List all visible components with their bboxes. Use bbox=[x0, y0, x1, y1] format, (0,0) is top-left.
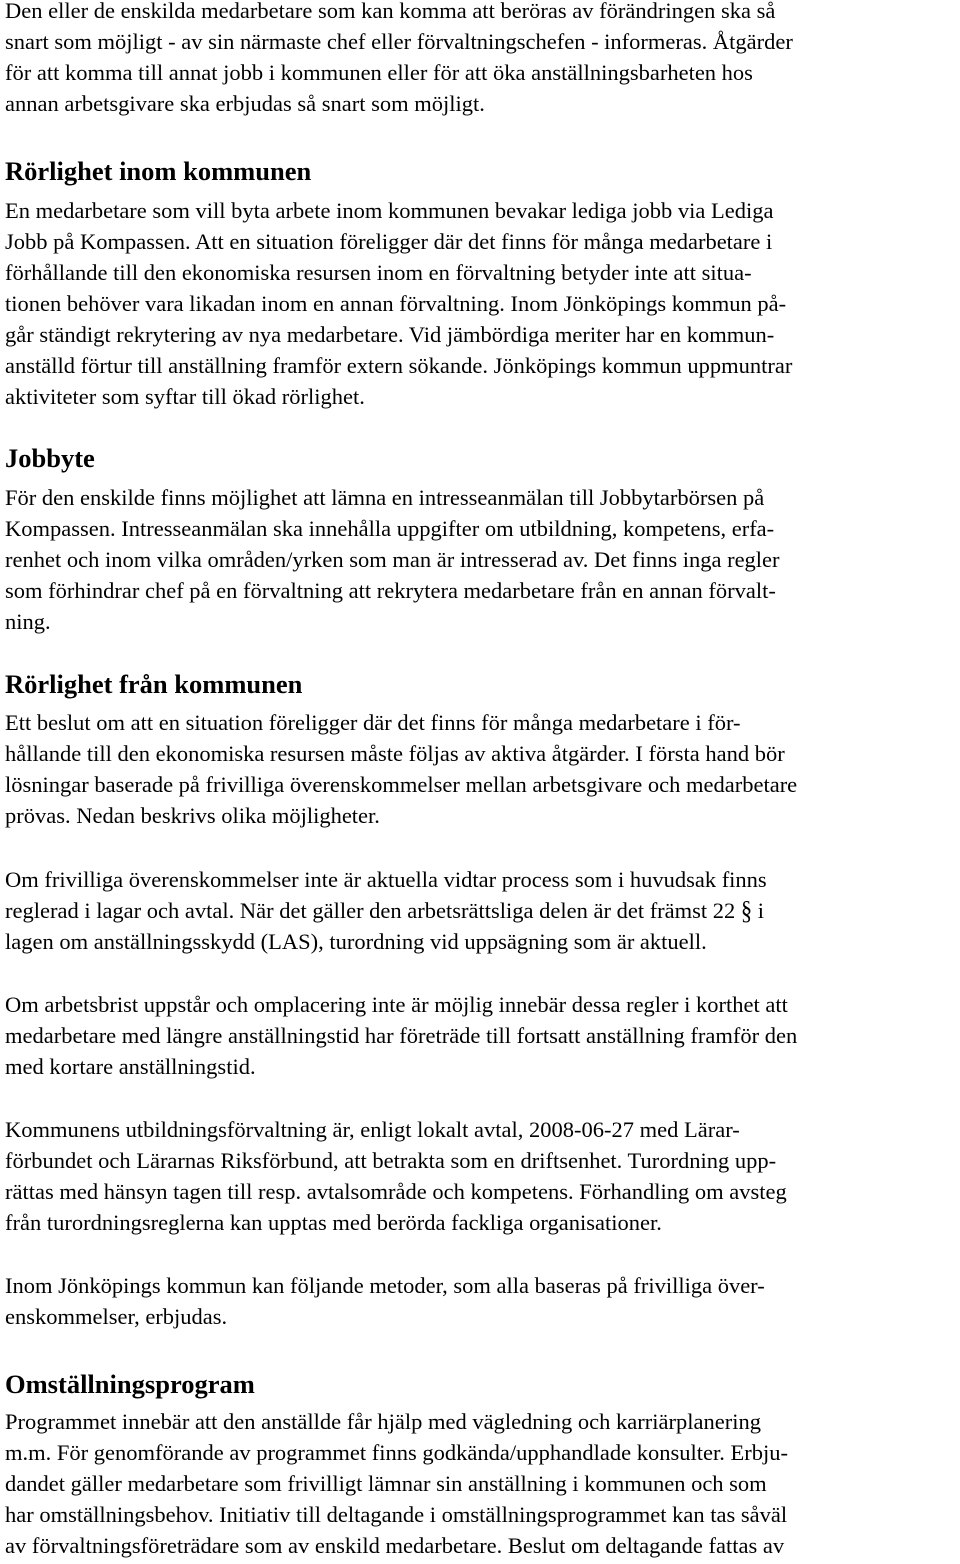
omstallning-line-2: m.m. För genomförande av programmet finns godkända/upphandlade konsulter. Erbju- bbox=[5, 1440, 788, 1465]
rorlighet-fran-p4-line-4: från turordningsreglerna kan upptas med berörda fackliga organisationer. bbox=[5, 1210, 662, 1235]
intro-line-4: annan arbetsgivare ska erbjudas så snart som möjligt. bbox=[5, 91, 485, 116]
rorlighet-fran-p4-line-1: Kommunens utbildningsförvaltning är, enligt lokalt avtal, 2008-06-27 med Lärar- bbox=[5, 1117, 740, 1142]
rorlighet-fran-p3-line-3: med kortare anställningstid. bbox=[5, 1054, 256, 1079]
rorlighet-fran-p4-line-3: rättas med hänsyn tagen till resp. avtalsområde och kompetens. Förhandling om avsteg bbox=[5, 1179, 787, 1204]
jobbyte-line-4: som förhindrar chef på en förvaltning att rekrytera medarbetare från en annan förvalt- bbox=[5, 578, 776, 603]
rorlighet-fran-p4-line-2: förbundet och Lärarnas Riksförbund, att betrakta som en driftsenhet. Turordning upp- bbox=[5, 1148, 777, 1173]
rorlighet-fran-p1-line-3: lösningar baserade på frivilliga överenskommelser mellan arbetsgivare och medarbetare bbox=[5, 772, 798, 797]
rorlighet-fran-p2-line-3: lagen om anställningsskydd (LAS), turordning vid uppsägning som är aktuell. bbox=[5, 929, 707, 954]
rorlighet-inom-line-1: En medarbetare som vill byta arbete inom kommunen bevakar lediga jobb via Lediga bbox=[5, 198, 774, 223]
rorlighet-fran-p2-line-2 bbox=[5, 896, 764, 926]
p2-line-2-text: reglerad i lagar och avtal. När det gäller den arbetsrättsliga delen är det främst 22 bbox=[5, 898, 736, 923]
heading-omstallningsprogram: Omställningsprogram bbox=[5, 1369, 255, 1399]
omstallning-line-3: dandet gäller medarbetare som frivilligt lämnar sin anställning i kommunen och som bbox=[5, 1471, 767, 1496]
omstallning-line-1: Programmet innebär att den anställde får hjälp med vägledning och karriärplanering bbox=[5, 1409, 761, 1434]
intro-line-3: för att komma till annat jobb i kommunen eller för att öka anställningsbarheten hos bbox=[5, 60, 753, 85]
rorlighet-fran-p5-line-1: Inom Jönköpings kommun kan följande metoder, som alla baseras på frivilliga över- bbox=[5, 1273, 765, 1298]
rorlighet-fran-p3-line-1: Om arbetsbrist uppstår och omplacering inte är möjlig innebär dessa regler i korthet att bbox=[5, 992, 788, 1017]
intro-line-1: Den eller de enskilda medarbetare som kan komma att beröras av förändringen ska så bbox=[5, 0, 776, 23]
p2-line-2-tail: i bbox=[757, 898, 765, 923]
rorlighet-inom-line-6: anställd förtur till anställning framför extern sökande. Jönköpings kommun uppmuntrar bbox=[5, 353, 793, 378]
rorlighet-inom-line-7: aktiviteter som syftar till ökad rörlighet. bbox=[5, 384, 365, 409]
rorlighet-fran-p5-line-2: enskommelser, erbjudas. bbox=[5, 1304, 228, 1329]
rorlighet-fran-p2-line-1: Om frivilliga överenskommelser inte är aktuella vidtar process som i huvudsak finns bbox=[5, 867, 767, 892]
section-symbol: § bbox=[740, 896, 753, 925]
rorlighet-inom-line-3: förhållande till den ekonomiska resursen inom en förvaltning betyder inte att situa- bbox=[5, 260, 752, 285]
heading-rorlighet-inom-kommunen: Rörlighet inom kommunen bbox=[5, 156, 312, 186]
jobbyte-line-1: För den enskilde finns möjlighet att lämna en intresseanmälan till Jobbytarbörsen på bbox=[5, 485, 765, 510]
jobbyte-line-5: ning. bbox=[5, 609, 51, 634]
rorlighet-fran-p1-line-2: hållande till den ekonomiska resursen måste följas av aktiva åtgärder. I första hand bör bbox=[5, 741, 785, 766]
rorlighet-fran-p3-line-2: medarbetare med längre anställningstid har företräde till fortsatt anställning framför den bbox=[5, 1023, 798, 1048]
omstallning-line-5: av förvaltningsföreträdare som av enskild medarbetare. Beslut om deltagande fattas av bbox=[5, 1533, 785, 1558]
rorlighet-fran-p1-line-4: prövas. Nedan beskrivs olika möjligheter. bbox=[5, 803, 380, 828]
heading-rorlighet-fran-kommunen: Rörlighet från kommunen bbox=[5, 669, 303, 699]
heading-jobbyte: Jobbyte bbox=[5, 443, 95, 473]
intro-line-2: snart som möjligt - av sin närmaste chef eller förvaltningschefen - informeras. Åtgärder bbox=[5, 29, 793, 54]
jobbyte-line-3: renhet och inom vilka områden/yrken som man är intresserad av. Det finns inga regler bbox=[5, 547, 780, 572]
jobbyte-line-2: Kompassen. Intresseanmälan ska innehålla uppgifter om utbildning, kompetens, erfa- bbox=[5, 516, 775, 541]
rorlighet-fran-p1-line-1: Ett beslut om att en situation föreligger där det finns för många medarbetare i för- bbox=[5, 710, 741, 735]
omstallning-line-4: har omställningsbehov. Initiativ till deltagande i omställningsprogrammet kan tas såväl bbox=[5, 1502, 788, 1527]
rorlighet-inom-line-4: tionen behöver vara likadan inom en annan förvaltning. Inom Jönköpings kommun på- bbox=[5, 291, 787, 316]
rorlighet-inom-line-5: går ständigt rekrytering av nya medarbetare. Vid jämbördiga meriter har en kommun- bbox=[5, 322, 775, 347]
rorlighet-inom-line-2: Jobb på Kompassen. Att en situation föreligger där det finns för många medarbetare i bbox=[5, 229, 773, 254]
